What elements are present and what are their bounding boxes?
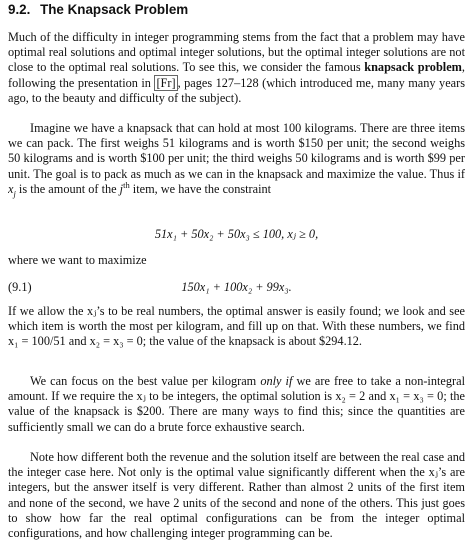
- paragraph-integer-solution: [8, 374, 465, 435]
- ordinal-j: j: [119, 181, 124, 196]
- page: [8, 0, 465, 559]
- equation-label: (9.1): [8, 280, 32, 294]
- paragraph-intro-text-d: , pages 127–128 (which introduced me, many many years ago, to the beauty and difficulty of the subject).: [8, 75, 465, 105]
- variable-x: x: [8, 181, 14, 196]
- paragraph-intro: [8, 30, 465, 106]
- paragraph-setup-text-b: is the amount of the: [15, 181, 120, 196]
- paragraph-maximize: where we want to maximize: [8, 253, 147, 267]
- paragraph-setup-text-c: item, we have the constraint: [129, 181, 272, 196]
- constraint-text: 51x₁ + 50x₂ + 50x₃ ≤ 100, xⱼ ≥ 0,: [154, 227, 319, 241]
- only-if-emphasis: only if: [260, 374, 293, 388]
- subscript-j: j: [13, 188, 16, 199]
- section-number: 9.2.: [8, 2, 31, 17]
- objective-equation: [8, 280, 465, 296]
- citation-fr: [Fr]: [156, 75, 176, 90]
- paragraph-real-solution: If we allow the xⱼ’s to be real numbers, the optimal answer is easily found; we look and see which item is worth the most per kilogram, and fill up on that. With these numbers, we find x₁ = 100/51 and x₂ = x₃ = 0; the value of the knapsack is about $294.12.: [8, 304, 465, 349]
- paragraph-integer-text-a: We can focus on the best value per kilogram: [30, 374, 261, 388]
- section-title: The Knapsack Problem: [40, 2, 189, 17]
- paragraph-intro-text-c: , following the presentation in: [8, 60, 465, 90]
- paragraph-integer-text-c: we are free to take a non-integral amount. If we require the xⱼ to be integers, the optimal solution is x₂ = 2 and x₁ = x₃ = 0; the value of the knapsack is $200. There are many ways to find this; since the quantities are sufficiently small we can do a brute force exhaustive search.: [8, 374, 465, 434]
- paragraph-comparison: Note how different both the revenue and the solution itself are between the real case and the integer case here. Not only is the optimal value significantly different when the xⱼ’s are integers, but the answer itself is very different. Rather than almost 2 units of the first item and none of the second, we have 2 units of the second and none of the others. This just goes to show how far the real optimal configurations can be from the integer optimal configurations, and how challenging integer programming can be.: [8, 450, 465, 541]
- paragraph-setup: [8, 121, 465, 197]
- paragraph-setup-text-a: Imagine we have a knapsack that can hold at most 100 kilograms. There are three items we can pack. The first weighs 51 kilograms and is worth $150 per unit; the second weighs 50 kilograms and is worth $100 per unit; the third weighs 50 kilograms and is worth $99 per unit. The goal is to pack as much as we can in the knapsack and maximize the value. Thus if: [8, 121, 465, 181]
- constraint-equation: [8, 227, 465, 243]
- objective-text: 150x₁ + 100x₂ + 99x₃.: [181, 280, 292, 294]
- knapsack-problem-term: knapsack problem: [364, 60, 462, 75]
- superscript-th: th: [123, 179, 130, 190]
- paragraph-intro-text-a: Much of the difficulty in integer programming stems from the fact that a problem may have optimal real solutions and optimal integer solutions, but the optimal integer solutions are not close to the optimal real solutions. To see this, we consider the famous: [8, 30, 465, 75]
- section-heading: [8, 2, 188, 18]
